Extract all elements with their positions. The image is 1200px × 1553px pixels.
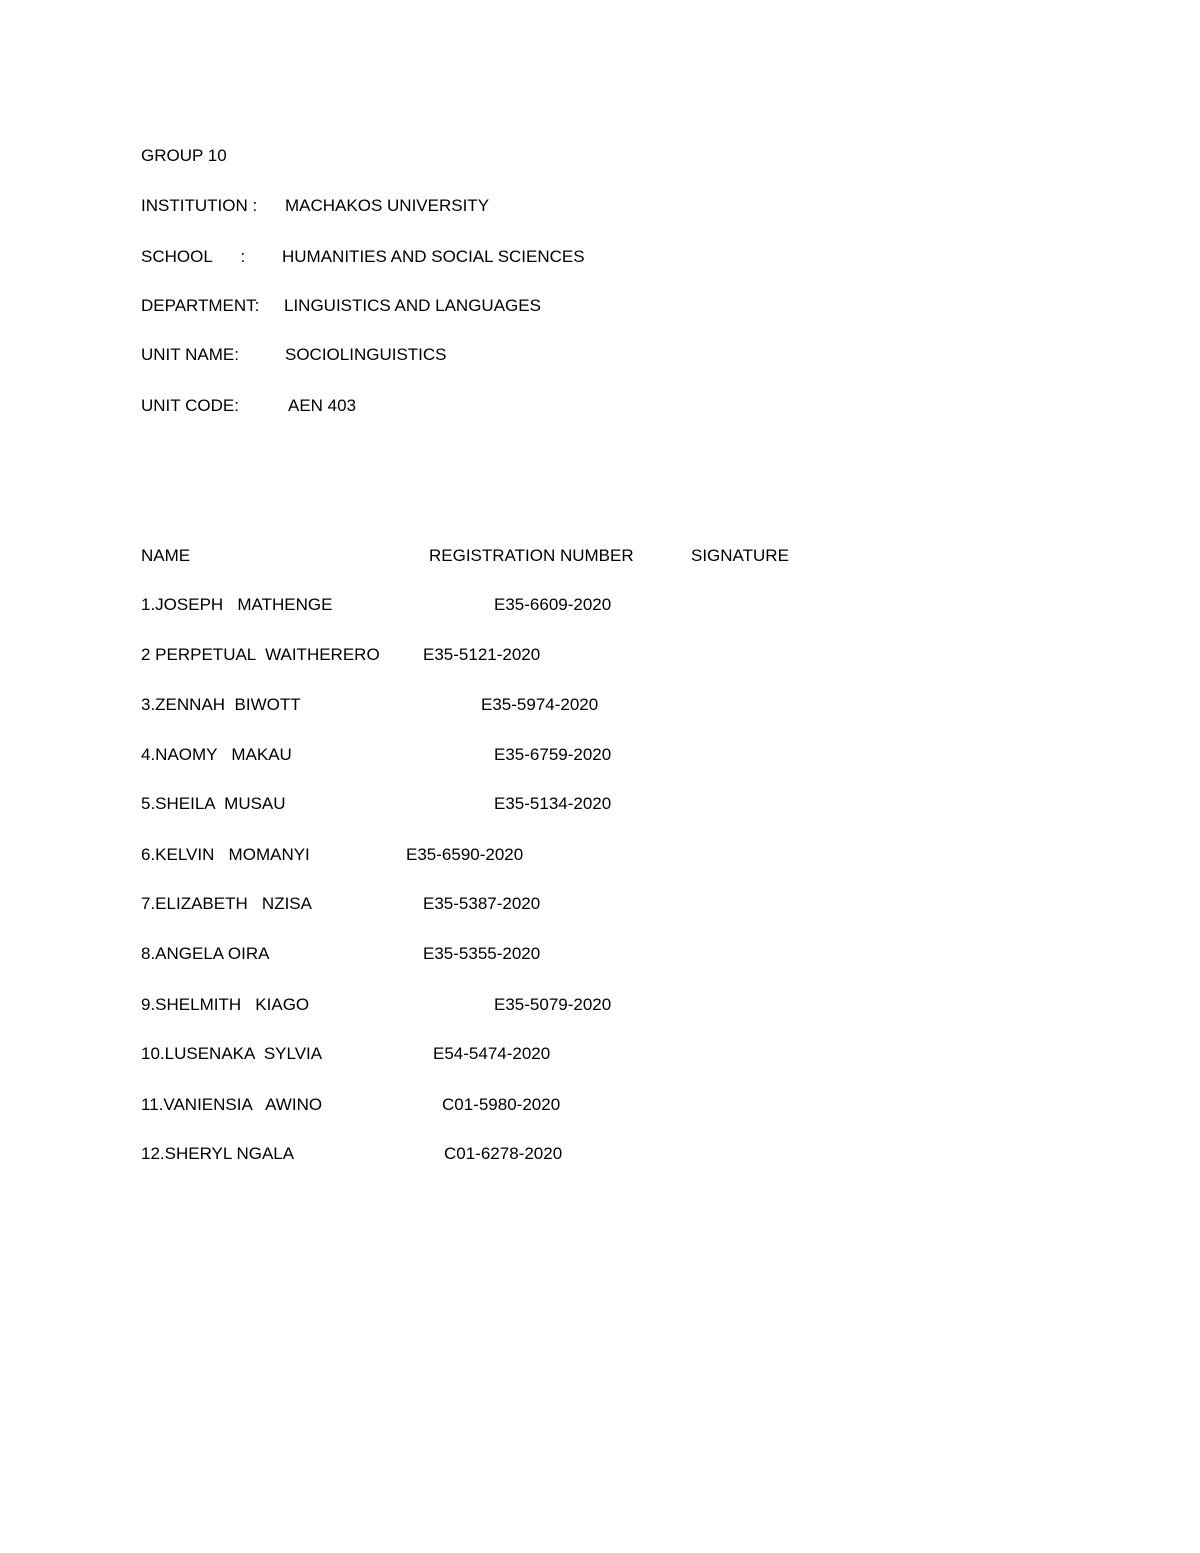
table-row [141, 845, 524, 865]
unit-code-line [141, 396, 357, 416]
registration-number: E35-5974-2020 [481, 695, 599, 714]
student-name: 3.ZENNAH BIWOTT [141, 695, 301, 714]
field-label: UNIT NAME: [141, 345, 239, 364]
field-value: LINGUISTICS AND LANGUAGES [284, 296, 541, 315]
column-header-registration: REGISTRATION NUMBER [429, 546, 634, 565]
registration-number: C01-6278-2020 [444, 1144, 563, 1163]
student-name: 9.SHELMITH KIAGO [141, 995, 310, 1014]
field-label: UNIT CODE: [141, 396, 239, 415]
institution-line [141, 196, 490, 216]
school-line [141, 247, 585, 267]
student-name: 2 PERPETUAL WAITHERERO [141, 645, 380, 664]
registration-number: E54-5474-2020 [433, 1044, 551, 1063]
registration-number: E35-5134-2020 [494, 794, 612, 813]
registration-number: E35-6590-2020 [406, 845, 524, 864]
group-title [141, 146, 227, 166]
column-header-signature: SIGNATURE [691, 546, 789, 565]
student-name: 4.NAOMY MAKAU [141, 745, 292, 764]
registration-number: C01-5980-2020 [442, 1095, 561, 1114]
field-value: MACHAKOS UNIVERSITY [285, 196, 490, 215]
table-row [141, 794, 612, 814]
registration-number: E35-5121-2020 [423, 645, 541, 664]
registration-number: E35-6609-2020 [494, 595, 612, 614]
unit-name-line [141, 345, 447, 365]
student-name: 8.ANGELA OIRA [141, 944, 270, 963]
field-label: INSTITUTION : [141, 196, 258, 215]
student-name: 1.JOSEPH MATHENGE [141, 595, 333, 614]
registration-number: E35-5079-2020 [494, 995, 612, 1014]
student-name: 5.SHEILA MUSAU [141, 794, 286, 813]
table-header [141, 546, 789, 566]
field-value: AEN 403 [288, 396, 357, 415]
student-name: 6.KELVIN MOMANYI [141, 845, 310, 864]
table-row [141, 894, 541, 914]
student-name: 12.SHERYL NGALA [141, 1144, 295, 1163]
student-name: 10.LUSENAKA SYLVIA [141, 1044, 323, 1063]
student-name: 11.VANIENSIA AWINO [141, 1095, 323, 1114]
registration-number: E35-6759-2020 [494, 745, 612, 764]
table-row [141, 595, 612, 615]
group-label: GROUP 10 [141, 146, 227, 165]
field-label: DEPARTMENT: [141, 296, 260, 315]
field-label: SCHOOL : [141, 247, 246, 266]
department-line [141, 296, 541, 316]
table-row [141, 1095, 561, 1115]
table-row [141, 745, 612, 765]
table-row [141, 645, 541, 665]
table-row [141, 944, 541, 964]
table-row [141, 695, 599, 715]
registration-number: E35-5355-2020 [423, 944, 541, 963]
field-value: HUMANITIES AND SOCIAL SCIENCES [282, 247, 585, 266]
field-value: SOCIOLINGUISTICS [285, 345, 447, 364]
table-row [141, 1144, 563, 1164]
registration-number: E35-5387-2020 [423, 894, 541, 913]
table-row [141, 995, 612, 1015]
column-header-name: NAME [141, 546, 191, 565]
student-name: 7.ELIZABETH NZISA [141, 894, 312, 913]
table-row [141, 1044, 551, 1064]
